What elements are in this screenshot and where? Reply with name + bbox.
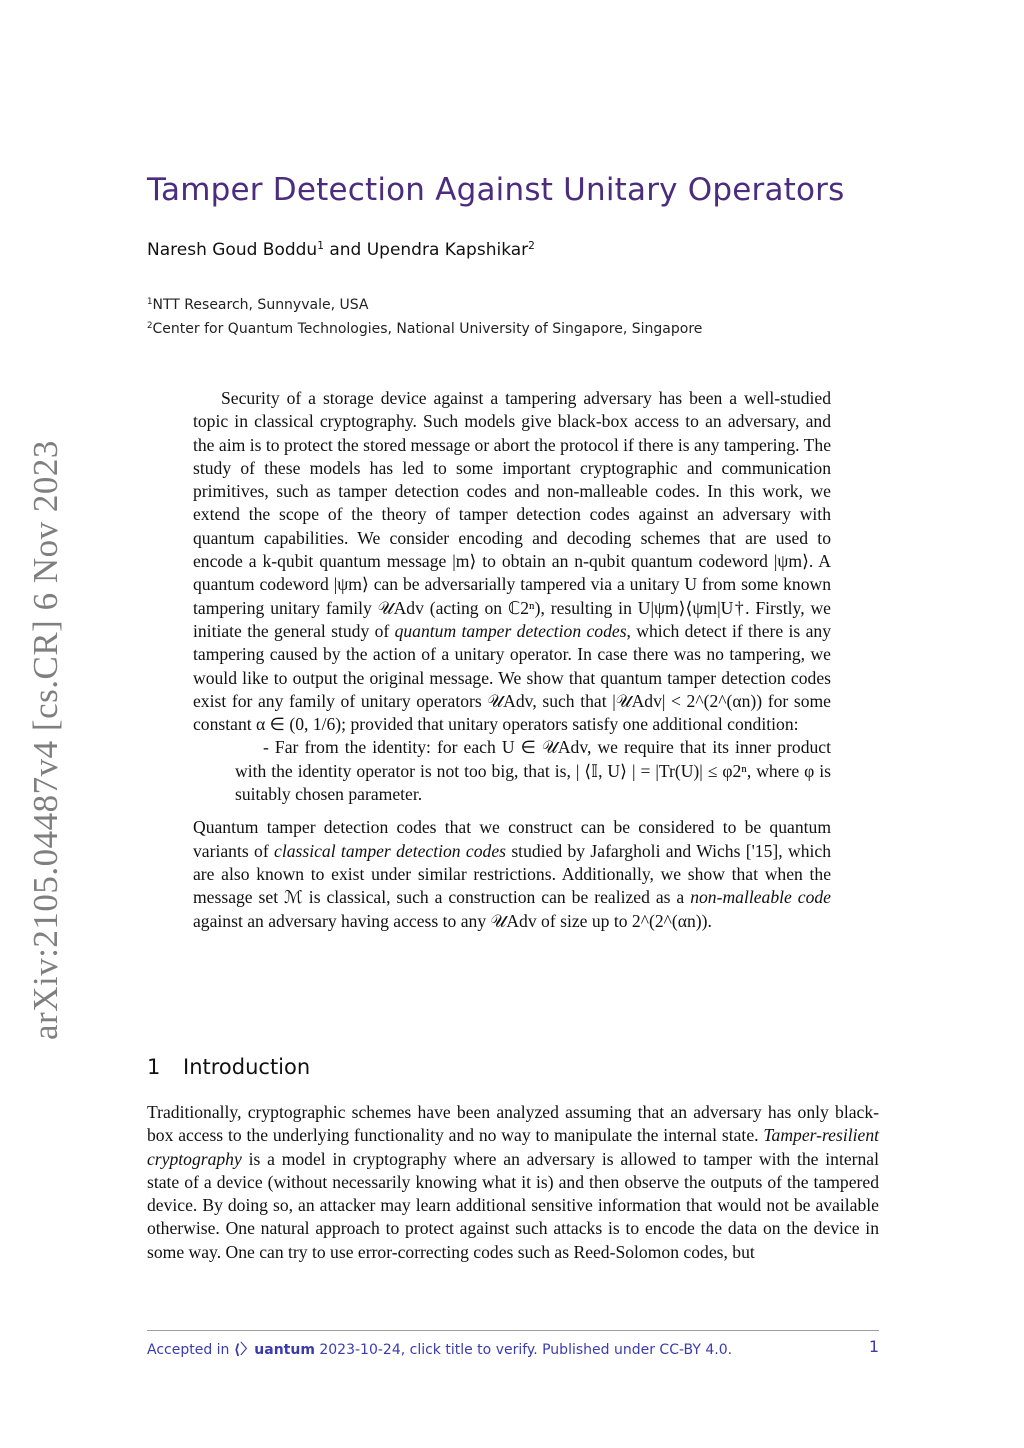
- paper-title[interactable]: Tamper Detection Against Unitary Operators: [147, 172, 845, 208]
- abstract-paragraph: [193, 387, 831, 736]
- abstract-text: against an adversary having access to any 𝒰Adv of size up to 2^(2^(αn)).: [193, 910, 712, 931]
- affiliation: [147, 297, 368, 313]
- author-name: Upendra Kapshikar: [366, 240, 529, 260]
- abstract-condition: - Far from the identity: for each U ∈ 𝒰Adv, we require that its inner product with the identity operator is not too big, that is, | ⟨𝕀, U⟩ | = |Tr(U)| ≤ φ2ⁿ, where φ is suitably chosen parameter.: [235, 737, 831, 805]
- section-number: 1: [147, 1055, 161, 1079]
- abstract: [193, 387, 831, 933]
- affiliation-text: NTT Research, Sunnyvale, USA: [152, 297, 369, 313]
- section-title: Introduction: [183, 1055, 311, 1079]
- page-number: 1: [868, 1337, 879, 1356]
- body-text: is a model in cryptography where an adversary is allowed to tamper with the internal state of a device (without necessarily knowing what it is) and then observe the outputs of the tampered device. By doing so, an attacker may learn additional sensitive information that would not be available otherwise. One natural approach to protect against such attacks is to encode the data on the device in some way. One can try to use error-correcting codes such as Reed-Solomon codes, but: [147, 1148, 879, 1262]
- affiliation-mark: 1: [147, 297, 153, 308]
- abstract-emphasis: classical tamper detection codes: [274, 840, 506, 861]
- affiliation-mark: 2: [147, 321, 153, 332]
- abstract-emphasis: non-malleable code: [690, 887, 831, 908]
- footer-text: 2023-10-24, click title to verify. Published under CC-BY 4.0.: [314, 1342, 733, 1358]
- author-affiliation-mark: 1: [317, 240, 324, 253]
- abstract-text: Security of a storage device against a tampering adversary has been a well-studied topic in classical cryptography. Such models give black-box access to an adversary, and the aim is to protect the stored message or abort the protocol if there is any tampering. The study of these models has led to some important cryptographic and communication primitives, such as tamper detection codes and non-malleable codes. In this work, we extend the scope of the theory of tamper detection codes against an adversary with quantum capabilities. We consider encoding and decoding schemes that are used to encode a k-qubit quantum message |m⟩ to obtain an n-qubit quantum codeword |ψm⟩. A quantum codeword |ψm⟩ can be adversarially tampered via a unitary U from some known tampering unitary family 𝒰Adv (acting on ℂ2ⁿ), resulting in U|ψm⟩⟨ψm|U†. Firstly, we initiate the general study of: [193, 388, 831, 641]
- body-text: Traditionally, cryptographic schemes have been analyzed assuming that an adversary has only black-box access to the underlying functionality and no way to manipulate the internal state.: [147, 1102, 879, 1146]
- abstract-text: studied by Jafargholi and Wichs ['15], which are also known to exist under similar restrictions. Additionally, we show that when the message set ℳ is classical, such a construction can be realized as a: [193, 840, 831, 908]
- author-separator: and: [323, 240, 367, 260]
- footer: [147, 1339, 879, 1359]
- abstract-paragraph: [193, 816, 831, 932]
- section-heading: [147, 1055, 310, 1079]
- author-name: Naresh Goud Boddu: [147, 240, 318, 260]
- introduction-paragraph: [147, 1101, 879, 1264]
- abstract-emphasis: quantum tamper detection codes: [394, 620, 627, 641]
- affiliation: [147, 321, 702, 337]
- footer-divider: [147, 1330, 879, 1331]
- affiliation-text: Center for Quantum Technologies, National University of Singapore, Singapore: [152, 321, 703, 337]
- arxiv-identifier: arXiv:2105.04487v4 [cs.CR] 6 Nov 2023: [26, 440, 65, 1040]
- author-list: [147, 240, 535, 260]
- abstract-text: , which detect if there is any tampering caused by the action of a unitary operator. In case there was no tampering, we would like to output the original message. We show that quantum tamper detection codes exist for any family of unitary operators 𝒰Adv, such that |𝒰Adv| < 2^(2^(αn)) for some constant α ∈ (0, 1/6); provided that unitary operators satisfy one additional condition:: [193, 620, 831, 735]
- footer-text: Accepted in: [147, 1342, 234, 1358]
- body-emphasis: Tamper-resilient cryptography: [147, 1125, 879, 1169]
- quantum-journal-logo[interactable]: ⟨〉uantum: [233, 1342, 315, 1358]
- abstract-text: Quantum tamper detection codes that we construct can be considered to be quantum variants of: [193, 817, 831, 861]
- author-affiliation-mark: 2: [528, 240, 535, 253]
